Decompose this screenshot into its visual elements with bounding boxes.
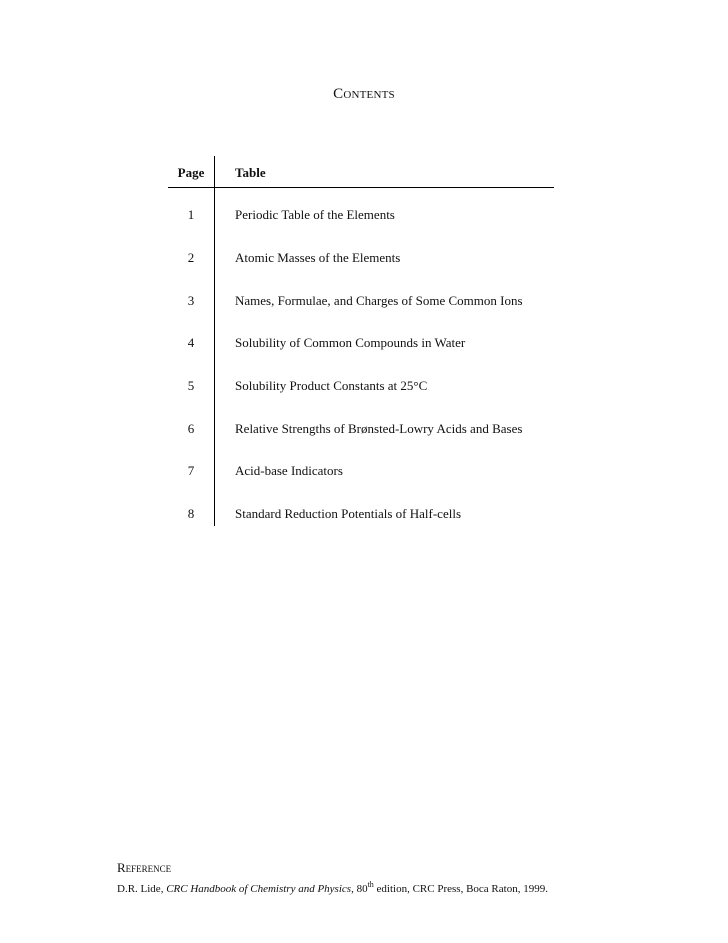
table-row: [168, 378, 554, 398]
page-number: 2: [187, 250, 195, 265]
table-row: [168, 293, 554, 313]
table-row: [168, 250, 554, 270]
table-header: [168, 156, 554, 188]
table-title: Acid-base Indicators: [235, 463, 343, 478]
reference-citation: [117, 880, 548, 895]
table-title: Standard Reduction Potentials of Half-cells: [235, 506, 462, 521]
table-title: Names, Formulae, and Charges of Some Common Ions: [235, 293, 523, 308]
table-row: [168, 207, 554, 227]
table-title: Solubility of Common Compounds in Water: [235, 335, 466, 350]
citation-edition-suffix: th: [367, 880, 374, 889]
table-column-header: Table: [235, 165, 266, 180]
table-title: Atomic Masses of the Elements: [235, 250, 401, 265]
page-number: 6: [187, 421, 195, 436]
citation-author: D.R. Lide,: [117, 883, 167, 895]
table-row: [168, 506, 554, 526]
table-title: Periodic Table of the Elements: [235, 207, 395, 222]
page-number: 4: [187, 335, 195, 350]
page-title: Contents: [333, 86, 395, 102]
table-row: [168, 421, 554, 441]
page-number: 5: [187, 378, 195, 393]
citation-publisher: edition, CRC Press, Boca Raton, 1999.: [373, 883, 548, 895]
page-number: 1: [187, 207, 195, 222]
citation-book-title: CRC Handbook of Chemistry and Physics: [166, 883, 352, 895]
table-row: [168, 335, 554, 355]
citation-edition-number: , 80: [351, 883, 368, 895]
page-column-header: Page: [177, 165, 205, 180]
reference-heading: Reference: [117, 860, 172, 875]
table-title: Relative Strengths of Brønsted-Lowry Acids and Bases: [235, 421, 523, 436]
page-number: 3: [187, 293, 195, 308]
table-title: Solubility Product Constants at 25°C: [235, 378, 428, 393]
page-number: 8: [187, 506, 195, 521]
page-number: 7: [187, 463, 195, 478]
table-row: [168, 463, 554, 483]
